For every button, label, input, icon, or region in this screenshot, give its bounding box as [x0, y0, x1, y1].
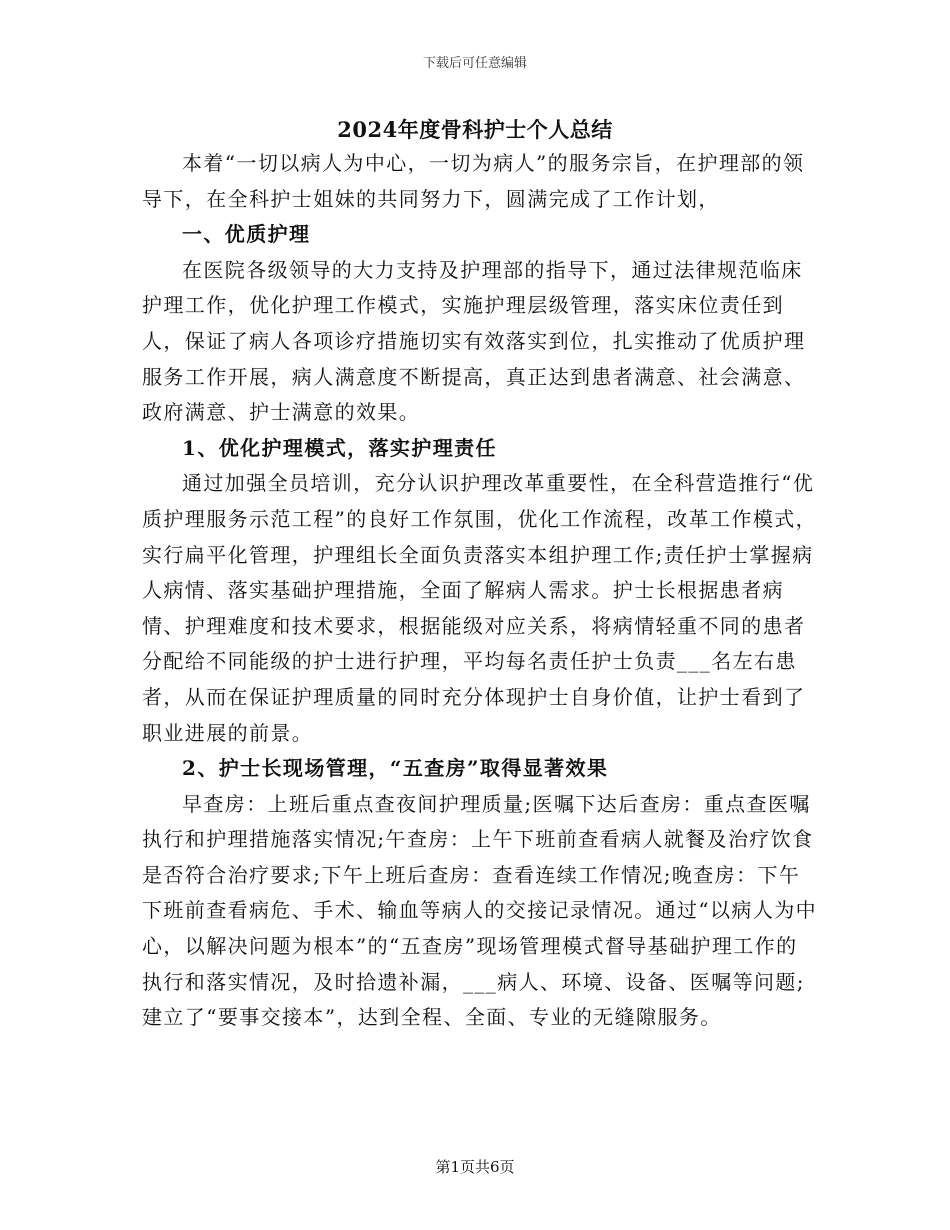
section-heading-quality-nursing: 一、优质护理 [182, 222, 311, 247]
page-number-footer: 第1页共6页 [435, 1158, 515, 1176]
subsection-heading-nursing-model: 1、优化护理模式，落实护理责任 [182, 435, 497, 460]
section-paragraph-quality-nursing: 在医院各级领导的大力支持及护理部的指导下，通过法律规范临床护理工作，优化护理工作模式，实施护理层级管理，落实床位责任到人，保证了病人各项诊疗措施切实有效落实到位，扎实推动了优质护理服务工作开展，病人满意度不断提高，真正达到患者满意、社会满意、政府满意、护士满意的效果。 [142, 257, 806, 425]
subsection-paragraph-ward-rounds: 早查房：上班后重点查夜间护理质量;医嘱下达后查房：重点查医嘱执行和护理措施落实情况;午查房：上午下班前查看病人就餐及治疗饮食是否符合治疗要求;下午上班后查房：查看连续工作情况;晚查房：下午下班前查看病危、手术、输血等病人的交接记录情况。通过“以病人为中心，以解决问题为根本”的“五查房”现场管理模式督导基础护理工作的执行和落实情况，及时拾遗补漏，___病人、环境、设备、医嘱等问题;建立了“要事交接本”，达到全程、全面、专业的无缝隙服务。 [142, 791, 818, 1030]
subsection-heading-ward-rounds: 2、护士长现场管理，“五查房”取得显著效果 [182, 756, 609, 781]
document-title: 2024年度骨科护士个人总结 [337, 117, 613, 142]
intro-paragraph: 本着“一切以病人为中心，一切为病人”的服务宗旨，在护理部的领导下，在全科护士姐妹的共同努力下，圆满完成了工作计划， [142, 151, 805, 211]
subsection-paragraph-nursing-model: 通过加强全员培训，充分认识护理改革重要性，在全科营造推行“优质护理服务示范工程”的良好工作氛围，优化工作流程，改革工作模式，实行扁平化管理，护理组长全面负责落实本组护理工作;责任护士掌握病人病情、落实基础护理措施，全面了解病人需求。护士长根据患者病情、护理难度和技术要求，根据能级对应关系，将病情轻重不同的患者分配给不同能级的护士进行护理，平均每名责任护士负责___名左右患者，从而在保证护理质量的同时充分体现护士自身价值，让护士看到了职业进展的前景。 [142, 471, 818, 745]
header-note: 下载后可任意编辑 [422, 56, 527, 71]
document-body [142, 146, 818, 1036]
